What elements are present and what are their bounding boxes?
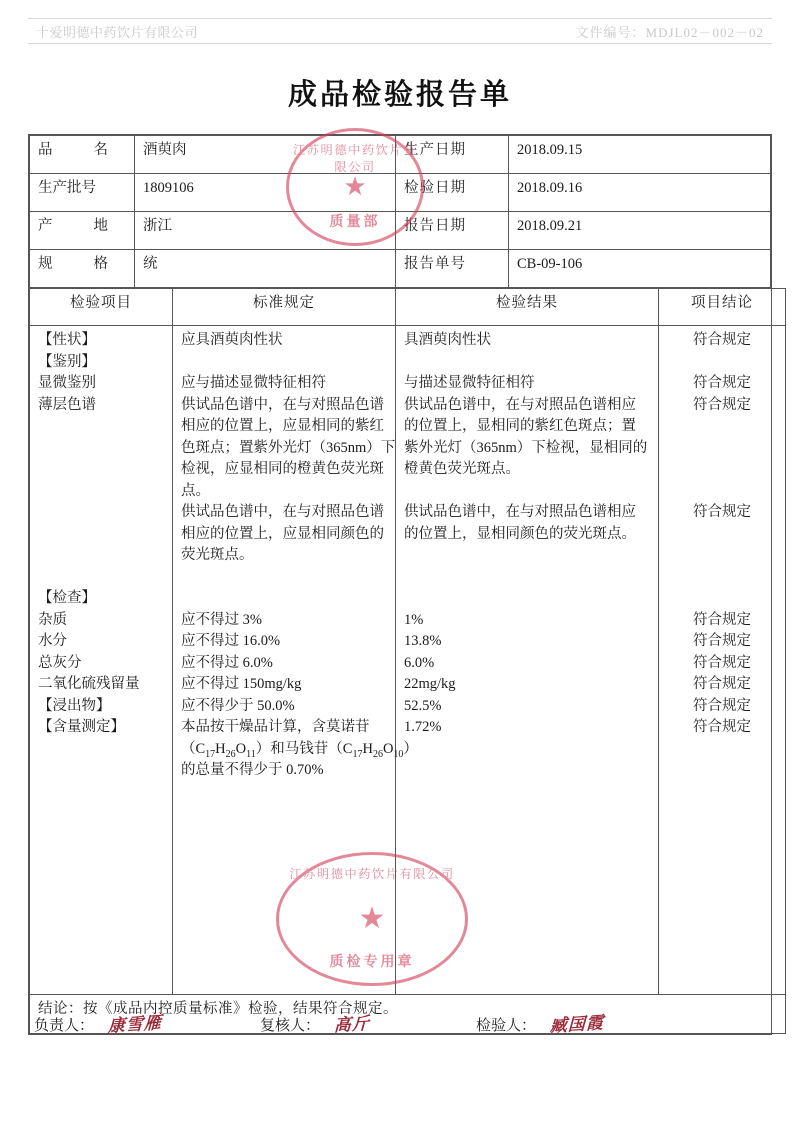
- star-icon: ★: [358, 902, 386, 935]
- origin-label: 产 地: [30, 212, 135, 250]
- production-date-label: 生产日期: [396, 136, 509, 174]
- conclusion-line: 符合规定: [693, 676, 751, 692]
- company-name: 十爱明德中药饮片有限公司: [36, 24, 199, 40]
- conclusion-line: 符合规定: [693, 396, 751, 413]
- reviewer-signature: [260, 1010, 370, 1035]
- report-date-label: 报告日期: [396, 212, 509, 250]
- inspector-signature: [476, 1010, 604, 1035]
- conclusion-line: 符合规定: [693, 697, 751, 714]
- report-date-value: 2018.09.21: [509, 212, 771, 250]
- item-line: 杂质: [38, 611, 67, 628]
- table-row: [30, 250, 771, 288]
- result-line: 1.72%: [404, 719, 442, 735]
- item-line: 【检查】: [38, 590, 96, 606]
- result-line: 紫外光灯（365nm）下检视，显相同的: [404, 439, 648, 456]
- result-line: 供试品色谱中，在与对照品色谱相应: [404, 396, 636, 413]
- spec-label: 规 格: [30, 250, 135, 288]
- report-no-label: 报告单号: [396, 250, 509, 288]
- column-header-standard: 标准规定: [173, 289, 396, 326]
- standard-line: 供试品色谱中，在与对照品色谱: [181, 396, 384, 413]
- seal-bottom-text: 江苏明德中药饮片有限公司: [289, 867, 455, 881]
- result-line: 具酒萸肉性状: [404, 332, 491, 348]
- star-icon: ★: [343, 172, 367, 201]
- standard-line: 本品按干燥品计算，含莫诺苷: [181, 719, 370, 735]
- conclusion-line: 符合规定: [693, 611, 751, 628]
- page-title: 成品检验报告单: [287, 79, 512, 111]
- result-line: 22mg/kg: [404, 676, 456, 692]
- page-header-band: [28, 18, 772, 44]
- origin-value: 浙江: [135, 212, 396, 250]
- result-line: 橙黄色荧光斑点。: [404, 461, 520, 477]
- conclusion-line: 符合规定: [693, 633, 751, 649]
- reviewer-label: 复核人：: [260, 1018, 321, 1034]
- seal-bottom-label: 质检专用章: [329, 955, 415, 970]
- column-header-conclusion: 项目结论: [659, 289, 786, 326]
- production-date-value: 2018.09.15: [509, 136, 771, 174]
- result-line: 1%: [404, 611, 424, 628]
- item-line: 【鉴别】: [38, 353, 96, 370]
- item-line: 【浸出物】: [38, 697, 111, 714]
- standard-line: 色斑点；置紫外光灯（365nm）下: [181, 439, 396, 456]
- signature-row: [28, 1010, 772, 1050]
- result-line: 供试品色谱中，在与对照品色谱相应: [404, 504, 636, 520]
- result-line: 与描述显微特征相符: [404, 375, 535, 391]
- conclusion-line: 符合规定: [693, 654, 751, 671]
- item-line: 【含量测定】: [38, 719, 125, 735]
- standard-line: 应与描述显微特征相符: [181, 375, 326, 391]
- standard-line: 相应的位置上，应显相同颜色的: [181, 525, 384, 542]
- standard-line: 应不得过 150mg/kg: [181, 676, 302, 692]
- item-line: 薄层色谱: [38, 396, 96, 413]
- product-name-value: 酒萸肉: [135, 136, 396, 174]
- table-row: [30, 174, 771, 212]
- batch-value: 1809106: [135, 174, 396, 212]
- item-line: 水分: [38, 633, 67, 649]
- standard-line: 应不得过 3%: [181, 611, 262, 628]
- column-header-result: 检验结果: [396, 289, 659, 326]
- product-name-label: 品 名: [30, 136, 135, 174]
- final-conclusion-text: 结论：按《成品内控质量标准》检验，结果符合规定。: [30, 995, 786, 1034]
- inspect-date-value: 2018.09.16: [509, 174, 771, 212]
- conclusion-line: 符合规定: [693, 504, 751, 520]
- conclusion-line: 符合规定: [693, 375, 751, 391]
- inspector-label: 检验人：: [476, 1018, 537, 1034]
- reviewer-name: 高斤: [333, 1013, 370, 1037]
- standard-line: 的总量不得少于 0.70%: [181, 762, 324, 778]
- standard-line: 检视，应显相同的橙黄色荧光斑: [181, 461, 384, 477]
- conclusion-cell: [659, 326, 786, 995]
- standard-line: 应不得过 16.0%: [181, 633, 281, 649]
- standard-line: 应具酒萸肉性状: [181, 332, 283, 348]
- standard-line: 荧光斑点。: [181, 547, 254, 563]
- result-line: 6.0%: [404, 654, 435, 671]
- result-line: 52.5%: [404, 697, 442, 714]
- result-line: 13.8%: [404, 633, 442, 649]
- item-line: 显微鉴别: [38, 375, 96, 391]
- item-line: 二氧化硫残留量: [38, 676, 140, 692]
- standard-line: 点。: [181, 482, 210, 499]
- seal-top-label: 质量部: [329, 215, 381, 230]
- standard-line: 供试品色谱中，在与对照品色谱: [181, 504, 384, 520]
- item-line: 【性状】: [38, 332, 96, 348]
- standard-line: $(C_{17}H_{26}O_{11})$和马钱苷$(C_{17}H_{26}O_{10})$: [181, 740, 418, 760]
- document-number: 文件编号：MDJL02－002－02: [575, 24, 764, 40]
- table-row: [30, 212, 771, 250]
- table-header-row: [30, 289, 786, 326]
- standard-line: 应不得过 6.0%: [181, 654, 273, 671]
- table-row: [30, 136, 771, 174]
- item-line: 总灰分: [38, 654, 82, 671]
- standard-line: 应不得少于 50.0%: [181, 697, 295, 714]
- result-line: 的位置上，显相同颜色的荧光斑点。: [404, 525, 636, 542]
- report-table: [28, 134, 772, 1035]
- inspection-items-cell: [30, 326, 173, 995]
- manager-signature: [34, 1010, 162, 1035]
- batch-label: 生产批号: [30, 174, 135, 212]
- manager-name: 康雪雁: [107, 1013, 162, 1037]
- standard-cell: [173, 326, 418, 995]
- result-line: 的位置上，显相同的紫红色斑点；置: [404, 418, 636, 434]
- inspect-date-label: 检验日期: [396, 174, 509, 212]
- spec-value: 统: [135, 250, 396, 288]
- standard-line: 相应的位置上，应显相同的紫红: [181, 418, 384, 434]
- column-header-item: 检验项目: [30, 289, 173, 326]
- result-cell: [396, 326, 659, 995]
- conclusion-line: 符合规定: [693, 719, 751, 735]
- manager-label: 负责人：: [34, 1018, 95, 1034]
- seal-top-text: 江苏明德中药饮片有限公司: [293, 143, 417, 174]
- inspector-name: 臧国霞: [549, 1013, 604, 1037]
- report-no-value: CB-09-106: [509, 250, 771, 288]
- table-body-row: [30, 326, 786, 995]
- conclusion-line: 符合规定: [693, 332, 751, 348]
